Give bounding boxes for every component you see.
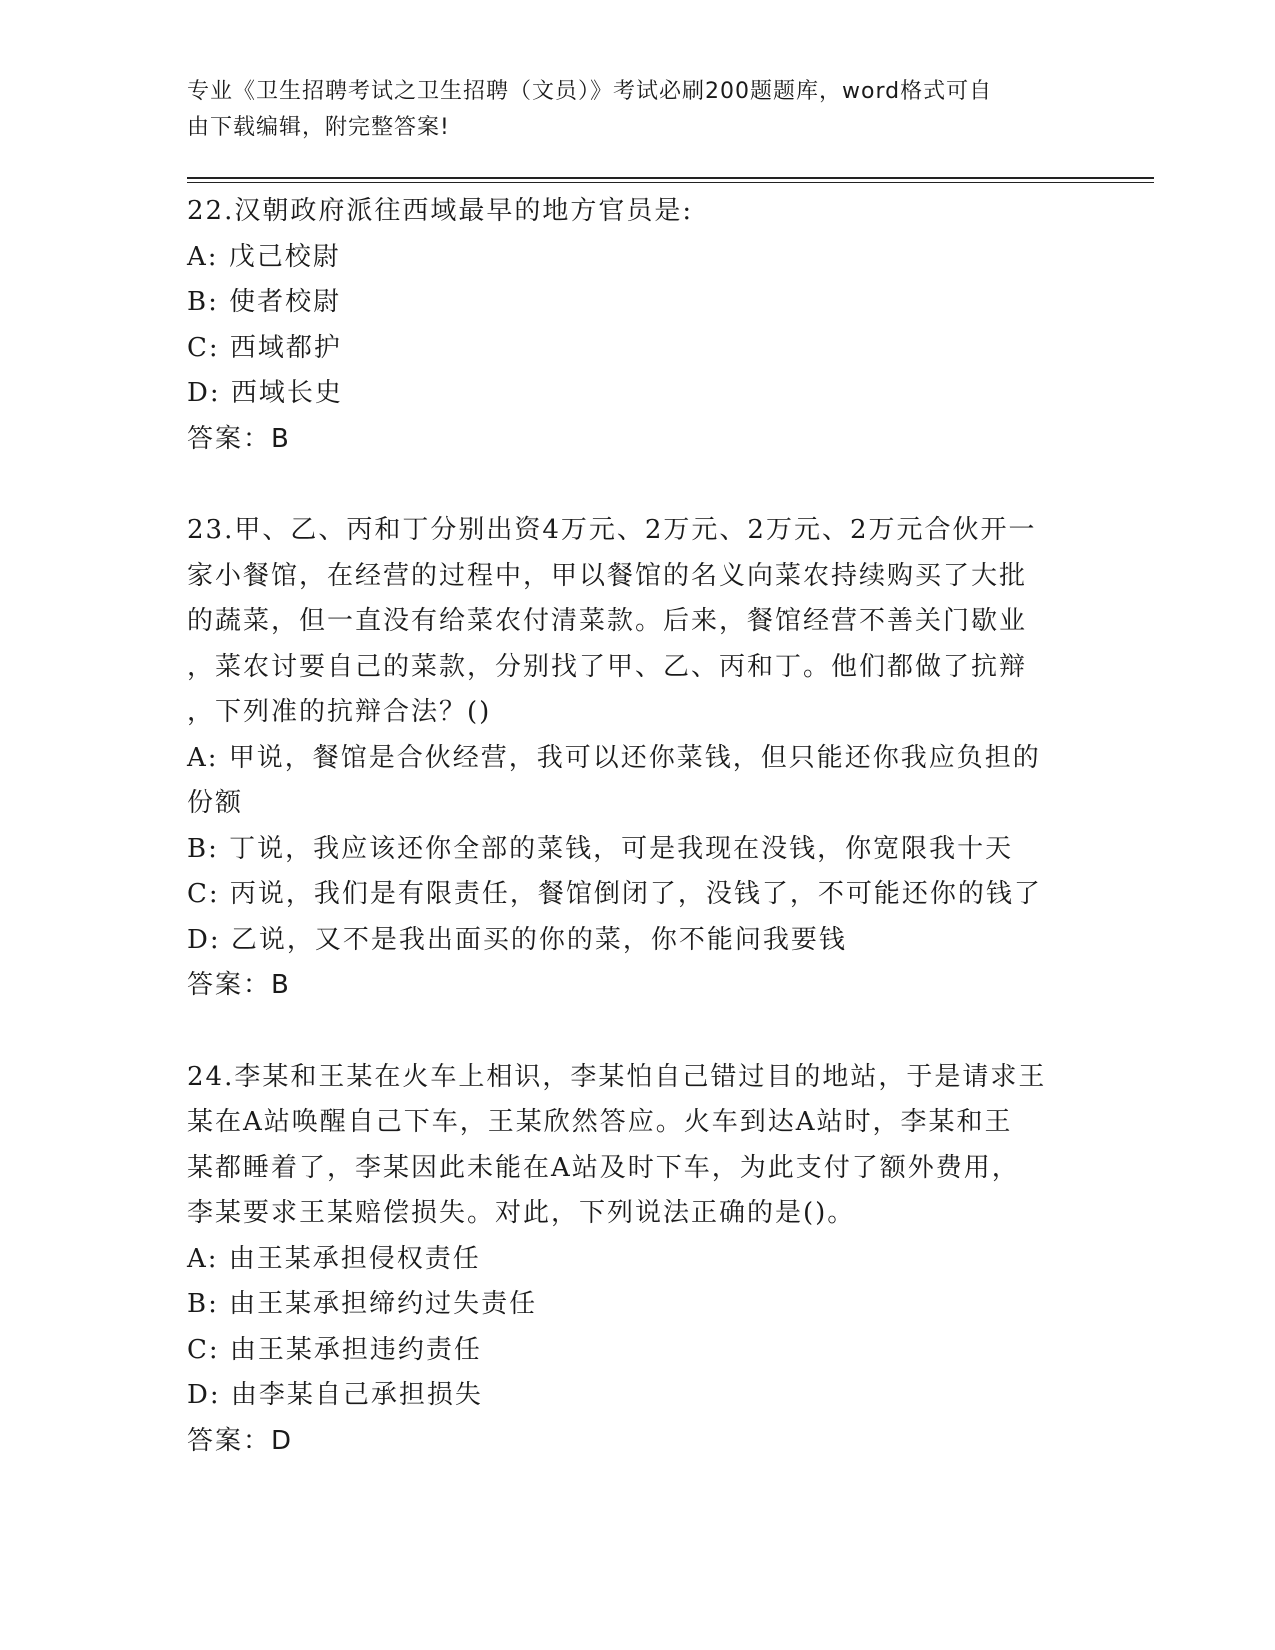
question-text-line: ，下列准的抗辩合法？() xyxy=(187,697,492,727)
answer-line: 答案：B xyxy=(187,423,291,454)
question-block xyxy=(187,1055,1087,1465)
header-divider-thin xyxy=(187,182,1154,183)
option-b: B: 由王某承担缔约过失责任 xyxy=(187,1289,538,1319)
question-text: 22.汉朝政府派往西域最早的地方官员是: xyxy=(187,196,694,226)
header-line-1: 专业《卫生招聘考试之卫生招聘（文员）》考试必刷200题题库，word格式可自 xyxy=(187,79,993,104)
question-block xyxy=(187,189,1087,462)
question-text-line: 某在A站唤醒自己下车，王某欣然答应。火车到达A站时，李某和王 xyxy=(187,1107,1013,1137)
option-c: C: 西域都护 xyxy=(187,332,342,363)
answer-line: 答案：D xyxy=(187,1425,294,1456)
question-text-line: 24.李某和王某在火车上相识，李某怕自己错过目的地站，于是请求王 xyxy=(187,1061,1047,1092)
question-text-line: 家小餐馆，在经营的过程中，甲以餐馆的名义向菜农持续购买了大批 xyxy=(187,560,1028,591)
option-d: D: 西域长史 xyxy=(187,378,343,408)
option-a: A: 戊己校尉 xyxy=(187,241,341,272)
question-block xyxy=(187,508,1087,1009)
question-text-line: 李某要求王某赔偿损失。对此，下列说法正确的是()。 xyxy=(187,1198,856,1228)
question-text-line: 的蔬菜，但一直没有给菜农付清菜款。后来，餐馆经营不善关门歇业 xyxy=(187,606,1028,636)
question-text-line: ，菜农讨要自己的菜款，分别找了甲、乙、丙和丁。他们都做了抗辩 xyxy=(187,651,1028,682)
option-c: C: 由王某承担违约责任 xyxy=(187,1334,482,1365)
option-d: D: 乙说，又不是我出面买的你的菜，你不能问我要钱 xyxy=(187,924,847,955)
option-a: A: 由王某承担侵权责任 xyxy=(187,1243,481,1274)
option-c: C: 丙说，我们是有限责任，餐馆倒闭了，没钱了，不可能还你的钱了 xyxy=(187,879,1042,909)
header-line-2: 由下载编辑，附完整答案! xyxy=(187,115,450,140)
question-text-line: 23.甲、乙、丙和丁分别出资4万元、2万元、2万元、2万元合伙开一 xyxy=(187,515,1037,545)
question-list xyxy=(187,189,1087,1510)
option-b: B: 使者校尉 xyxy=(187,287,342,317)
answer-line: 答案：B xyxy=(187,970,291,1000)
option-b: B: 丁说，我应该还你全部的菜钱，可是我现在没钱，你宽限我十天 xyxy=(187,833,1014,864)
option-d: D: 由李某自己承担损失 xyxy=(187,1380,483,1410)
option-a-continued: 份额 xyxy=(187,788,244,818)
document-header xyxy=(187,74,1067,146)
question-text-line: 某都睡着了，李某因此未能在A站及时下车，为此支付了额外费用， xyxy=(187,1152,1020,1183)
option-a: A: 甲说，餐馆是合伙经营，我可以还你菜钱，但只能还你我应负担的 xyxy=(187,742,1041,773)
header-divider-thick xyxy=(187,177,1154,179)
